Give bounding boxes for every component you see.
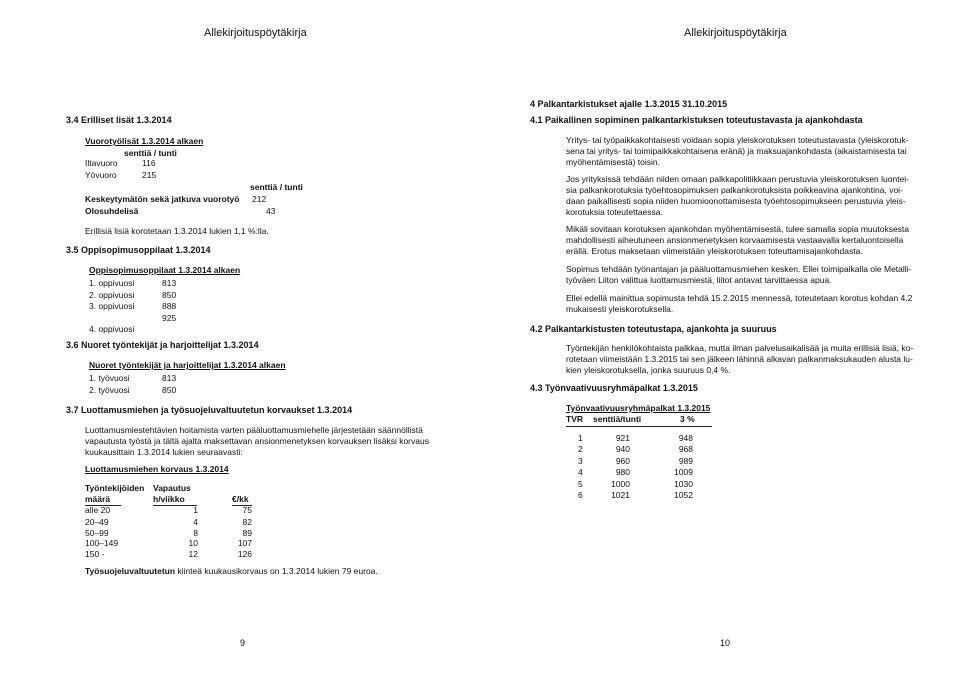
section-3-4-title: 3.4 Erilliset lisät 1.3.2014 [66,115,172,125]
table-cell-eur: 89 [242,527,252,538]
keskeytymaton-unit: senttiä / tunti [250,182,303,192]
section-3-7-paragraph [85,425,429,458]
tvr-header-c2: senttiä/tunti [593,414,642,424]
table-cell-tvr: 3 [578,455,583,466]
korvaus-title: Luottamusmiehen korvaus 1.3.2014 [85,464,229,474]
paragraph-line: kuukausittain 1.3.2014 lukien seuraavasti: [85,447,243,457]
header-underline [566,426,712,427]
table-cell-vapautus: 4 [193,517,198,527]
table-cell-after: 1052 [674,490,693,500]
oppivuosi-label: 2. oppivuosi [89,289,135,300]
paragraph-line: Ellei edellä mainittua sopimusta tehdä 15.2.2015 mennessä, toteutetaan korotus kohdan 4.2 [566,293,913,303]
table-cell-tvr: 1 [578,433,583,443]
olosuhdelisa-label: Olosuhdelisä [85,206,139,216]
table-cell-tvr: 2 [578,444,583,455]
section-4-2-title: 4.2 Palkantarkistusten toteutustapa, ajankohta ja suuruus [530,324,777,334]
iltavuoro-label: Iltavuoro [85,158,118,168]
table-cell-before: 1000 [611,478,630,489]
table-cell-vapautus: 12 [188,548,198,559]
paragraph-line: sia palkankorotuksia työehtosopimuksen palkankorotuksista poikkeavina ajankohtina, voi- [566,185,903,195]
paragraph-4-1-a [566,135,909,168]
keskeytymaton-value: 212 [252,194,267,204]
page-number-left: 9 [240,638,246,648]
paragraph-line: Luottamusmiestehtävien hoitamista varten pääluottamusmiehelle järjestetään säännöllistä [85,425,423,435]
page-number-right: 10 [720,638,731,648]
oppivuosi-value: 813 [162,278,177,288]
tyovuosi-value: 813 [162,373,177,383]
table-cell-after: 948 [678,433,693,443]
table-cell-maara: 50–99 [85,527,109,538]
tyosuojelu-label: Työsuojeluvaltuutetun [85,566,176,576]
tvr-header-c1: TVR [566,414,583,424]
paragraph-4-1-d [566,264,911,286]
page-header-right: Allekirjoituspöytäkirja [684,27,787,39]
paragraph-line: mukaisesti yleiskorotuksella. [566,304,674,314]
section-4-title: 4 Palkantarkistukset ajalle 1.3.2015 31.10.2015 [530,99,728,109]
paragraph-line: mahdollisesti aiheutuneen ansionmenetyksen korvaamisesta vastaavalla kertaluontoisella [566,235,904,245]
oppivuosi-label: 1. oppivuosi [89,278,135,288]
yovuoro-value: 215 [142,170,157,180]
table-cell-eur: 82 [242,517,252,527]
paragraph-4-1-e [566,293,912,315]
oppivuosi-value: 850 [162,289,177,300]
vuorotyolisat-unit: senttiä / tunti [124,148,177,158]
paragraph-line: rotetaan viimeistään 1.3.2015 tai sen jälkeen lähinnä alkavan palkanmaksukauden alusta lu- [566,354,913,364]
page-header-left: Allekirjoituspöytäkirja [204,27,307,39]
nuoret-title: Nuoret työntekijät ja harjoittelijat 1.3.2014 alkaen [89,360,286,370]
paragraph-line: kien yleiskorotuksella, jonka suuruus 0,4 %. [566,365,731,375]
section-4-3-title: 4.3 Työnvaativuusryhmäpalkat 1.3.2015 [530,383,698,393]
table-cell-after: 989 [678,455,693,466]
oppivuosi-value: 888 [162,301,177,311]
paragraph-4-1-b [566,174,909,218]
paragraph-line: sena tai yritys- tai toimipaikkakohtaisena eränä) ja maksuajankohdasta (aikaistamisesta tai [566,146,907,156]
table-cell-before: 940 [615,444,630,455]
table-cell-before: 921 [615,433,630,443]
iltavuoro-value: 116 [142,158,156,168]
table-cell-maara: 150 - [85,548,105,559]
oppivuosi-label: 4. oppivuosi [89,324,135,334]
paragraph-line: Mikäli sovitaan korotuksen ajankohdan myöhentämisestä, tulee samalla sopia muutoksesta [566,224,910,234]
table-cell-vapautus: 10 [188,538,198,548]
paragraph-line: Jos yrityksissä tehdään niiden omaan palkkapolitiikkaan perustuvia yleiskorotuksen luontei- [566,174,910,184]
paragraph-4-1-c [566,224,909,257]
table-cell-after: 968 [678,444,693,455]
tyovuosi-value: 850 [162,385,177,395]
tyosuojelu-text: kiinteä kuukausikorvaus on 1.3.2014 lukien 79 euroa. [175,566,378,576]
paragraph-line: työväen Liiton valittua luottamusmiestä, liitot antavat tarvittaessa apua. [566,275,832,285]
tyovuosi-label: 2. työvuosi [89,385,130,395]
table-cell-before: 960 [615,455,630,466]
paragraph-line: Yritys- tai työpaikkakohtaisesti voidaan sopia yleiskorotuksen toteutustavasta (yleiskorotuk- [566,135,909,145]
tvr-table-title: Työnvaativuusryhmäpalkat 1.3.2015 [566,403,711,413]
paragraph-line: vapautusta työstä ja tältä ajalta maksettavan ansionmenetyksen korvauksen lisäksi korvaus [85,436,429,446]
section-4-1-title: 4.1 Paikallinen sopiminen palkantarkistuksen toteutustavasta ja ajankohdasta [530,115,863,125]
korvaus-header-c1-line1: Työntekijöiden [85,483,145,493]
korvaus-header-c2-line2: h/viikko [153,494,185,504]
oppivuosi-value: 925 [162,312,177,323]
table-cell-after: 1030 [674,478,693,489]
table-cell-eur: 107 [237,538,252,548]
table-cell-maara: 100–149 [85,538,119,548]
tvr-header-c3: 3 % [680,414,695,424]
table-cell-eur: 75 [242,505,252,515]
paragraph-line: korotuksia toteutettaessa. [566,207,663,217]
korvaus-header-c1-line2: määrä [85,494,111,504]
olosuhdelisa-value: 43 [266,206,276,216]
paragraph-line: daan paikallisesti sopia niiden huomioonottamisesta työehtosopimukseen perustuvia yleis- [566,196,906,206]
paragraph-4-2 [566,343,913,376]
table-cell-tvr: 4 [578,467,583,478]
erilliset-note: Erillisiä lisiä korotetaan 1.3.2014 lukien 1,1 %:lla. [85,226,269,236]
tyosuojelu-line [85,567,378,577]
paragraph-line: Työntekijän henkilökohtaista palkkaa, mutta ilman palvelusaikalisää ja muita erillisiä lisiä, ko- [566,343,914,353]
table-cell-tvr: 5 [578,478,583,489]
oppivuosi-label: 3. oppivuosi [89,301,135,311]
korvaus-header-c2-line1: Vapautus [153,483,191,493]
paragraph-line: Sopimus tehdään työnantajan ja pääluottamusmiehen kesken. Ellei toimipaikalla ole Metalli- [566,264,912,274]
oppisopimus-title: Oppisopimusoppilaat 1.3.2014 alkaen [89,265,241,275]
table-cell-before: 1021 [611,490,630,500]
table-cell-maara: alle 20 [85,505,111,515]
section-3-7-title: 3.7 Luottamusmiehen ja työsuojeluvaltuutetun korvaukset 1.3.2014 [66,405,353,415]
table-cell-eur: 126 [237,548,252,559]
paragraph-line: myöhentämisestä) toisin. [566,157,661,167]
paragraph-line: erällä. Erotus maksetaan viimeistään yleiskorotuksen toteuttamisajankohdasta. [566,246,863,256]
table-cell-before: 980 [615,467,630,478]
table-cell-vapautus: 1 [193,505,198,515]
korvaus-header-c3: €/kk [232,494,249,504]
keskeytymaton-label: Keskeytymätön sekä jatkuva vuorotyö [85,194,240,204]
section-3-6-title: 3.6 Nuoret työntekijät ja harjoittelijat 1.3.2014 [66,340,259,350]
table-cell-maara: 20–49 [85,517,109,527]
table-cell-after: 1009 [674,467,693,478]
vuorotyolisat-title: Vuorotyölisät 1.3.2014 alkaen [85,136,204,146]
yovuoro-label: Yövuoro [85,170,117,180]
tyovuosi-label: 1. työvuosi [89,373,130,383]
section-3-5-title: 3.5 Oppisopimusoppilaat 1.3.2014 [66,245,211,255]
table-cell-vapautus: 8 [193,527,198,538]
table-cell-tvr: 6 [578,490,583,500]
